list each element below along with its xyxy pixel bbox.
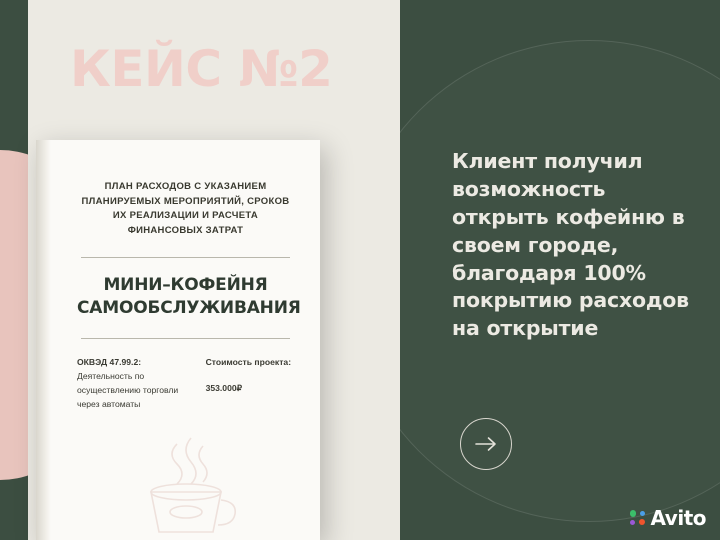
benefit-paragraph: Клиент получил возможность открыть кофейню в своем городе, благодаря 100% покрытию расходов на открытие bbox=[452, 149, 689, 341]
book-details bbox=[77, 355, 294, 412]
okved-code: ОКВЭД 47.99.2: bbox=[77, 356, 142, 367]
arrow-right-icon bbox=[475, 436, 497, 452]
book-spine bbox=[36, 140, 51, 540]
avito-dots-logo-icon bbox=[630, 510, 646, 526]
book-mockup bbox=[36, 140, 320, 540]
cost-label: Стоимость проекта: bbox=[205, 356, 292, 367]
okved-description: Деятельность по осуществлению торговли через автоматы bbox=[77, 370, 179, 410]
cost-value: 353.000₽ bbox=[205, 382, 243, 393]
poster-title: КЕЙС №2 bbox=[70, 40, 333, 98]
coffee-cup-icon bbox=[111, 420, 261, 540]
divider-bottom bbox=[81, 338, 290, 339]
book-heading: ПЛАН РАСХОДОВ С УКАЗАНИЕМ ПЛАНИРУЕМЫХ МЕРОПРИЯТИЙ, СРОКОВ ИХ РЕАЛИЗАЦИИ И РАСЧЕТА ФИНАНСОВЫХ ЗАТРАТ bbox=[81, 181, 290, 237]
avito-wordmark: Avito bbox=[650, 506, 706, 530]
divider-top bbox=[81, 257, 290, 258]
okved-block bbox=[77, 355, 188, 412]
arrow-right-button[interactable] bbox=[460, 418, 512, 470]
cost-block bbox=[200, 355, 294, 412]
avito-watermark bbox=[630, 506, 706, 530]
book-cover-content bbox=[51, 140, 320, 540]
book-title: МИНИ–КОФЕЙНЯ САМООБСЛУЖИВАНИЯ bbox=[77, 274, 301, 318]
